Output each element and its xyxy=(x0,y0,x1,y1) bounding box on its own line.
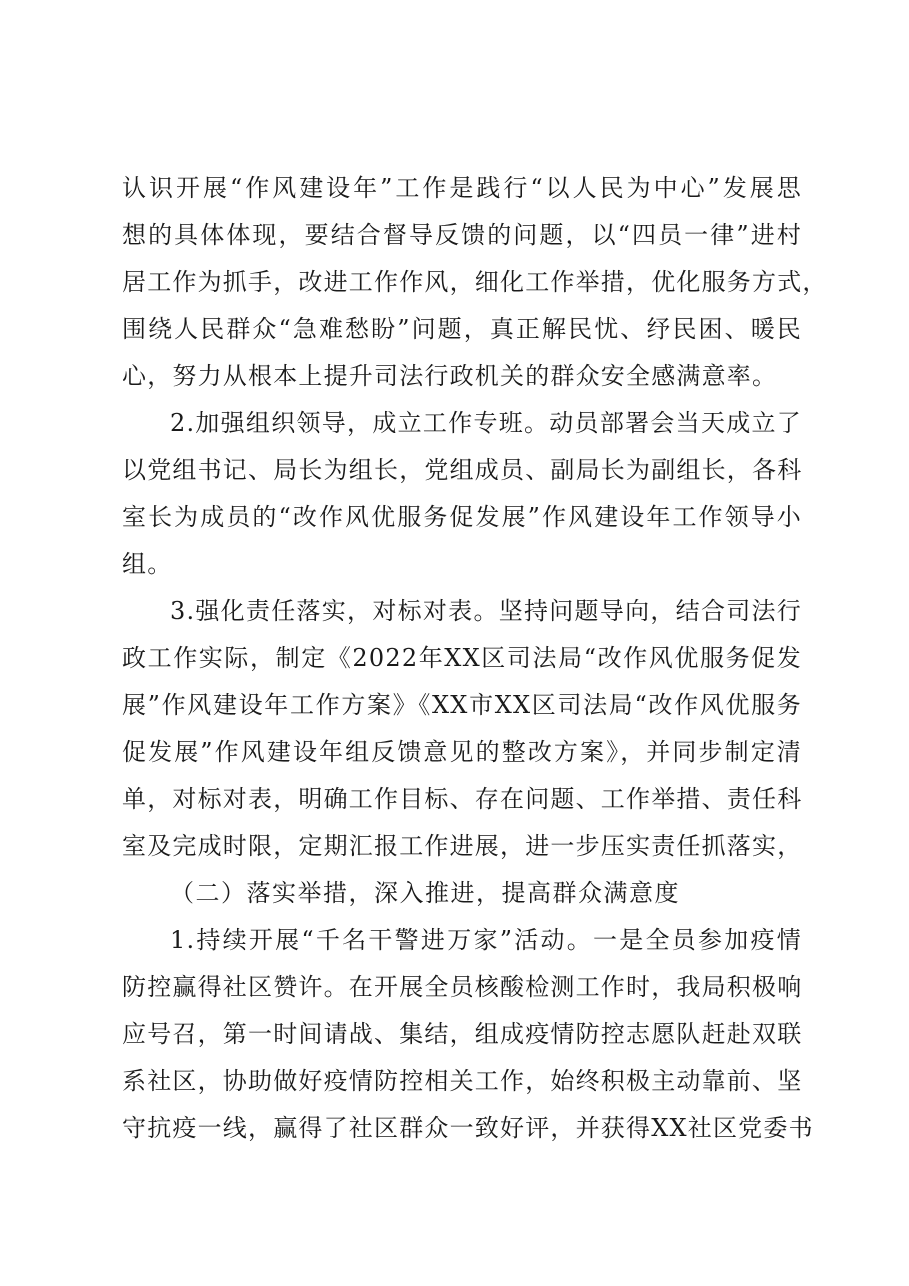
text-line: 展”作风建设年工作方案》《XX市XX区司法局“改作风优服务 xyxy=(122,691,802,719)
text-line: 应号召，第一时间请战、集结，组成疫情防控志愿队赶赴双联 xyxy=(122,1020,803,1048)
text-line: 以党组书记、局长为组长，党组成员、副局长为副组长，各科 xyxy=(122,456,803,484)
paragraph-start-line: 1.持续开展“千名干警进万家”活动。一是全员参加疫情 xyxy=(170,926,802,954)
text-line: 组。 xyxy=(122,550,173,578)
text-line: 居工作为抓手，改进工作作风，细化工作举措，优化服务方式， xyxy=(122,268,828,296)
text-line: 系社区，协助做好疫情防控相关工作，始终积极主动靠前、坚 xyxy=(122,1067,803,1095)
text-line: 心，努力从根本上提升司法行政机关的群众安全感满意率。 xyxy=(122,362,778,390)
text-line: 守抗疫一线，赢得了社区群众一致好评，并获得XX社区党委书 xyxy=(122,1114,814,1142)
text-line: 认识开展“作风建设年”工作是践行“以人民为中心”发展思 xyxy=(122,174,802,202)
text-line: 想的具体体现，要结合督导反馈的问题，以“四员一律”进村 xyxy=(122,221,802,249)
text-line: 防控赢得社区赞许。在开展全员核酸检测工作时，我局积极响 xyxy=(122,973,803,1001)
section-heading: （二）落实举措，深入推进，提高群众满意度 xyxy=(170,879,680,907)
text-line: 政工作实际，制定《2022年XX区司法局“改作风优服务促发 xyxy=(122,644,802,672)
text-line: 室长为成员的“改作风优服务促发展”作风建设年工作领导小 xyxy=(122,503,802,531)
text-line: 围绕人民群众“急难愁盼”问题，真正解民忧、纾民困、暖民 xyxy=(122,315,802,343)
paragraph-start-line: 3.强化责任落实，对标对表。坚持问题导向，结合司法行 xyxy=(170,597,802,625)
paragraph-start-line: 2.加强组织领导，成立工作专班。动员部署会当天成立了 xyxy=(170,409,802,437)
text-line: 室及完成时限，定期汇报工作进展，进一步压实责任抓落实， xyxy=(122,832,803,860)
text-line: 促发展”作风建设年组反馈意见的整改方案》，并同步制定清 xyxy=(122,738,802,766)
text-line: 单，对标对表，明确工作目标、存在问题、工作举措、责任科 xyxy=(122,785,803,813)
